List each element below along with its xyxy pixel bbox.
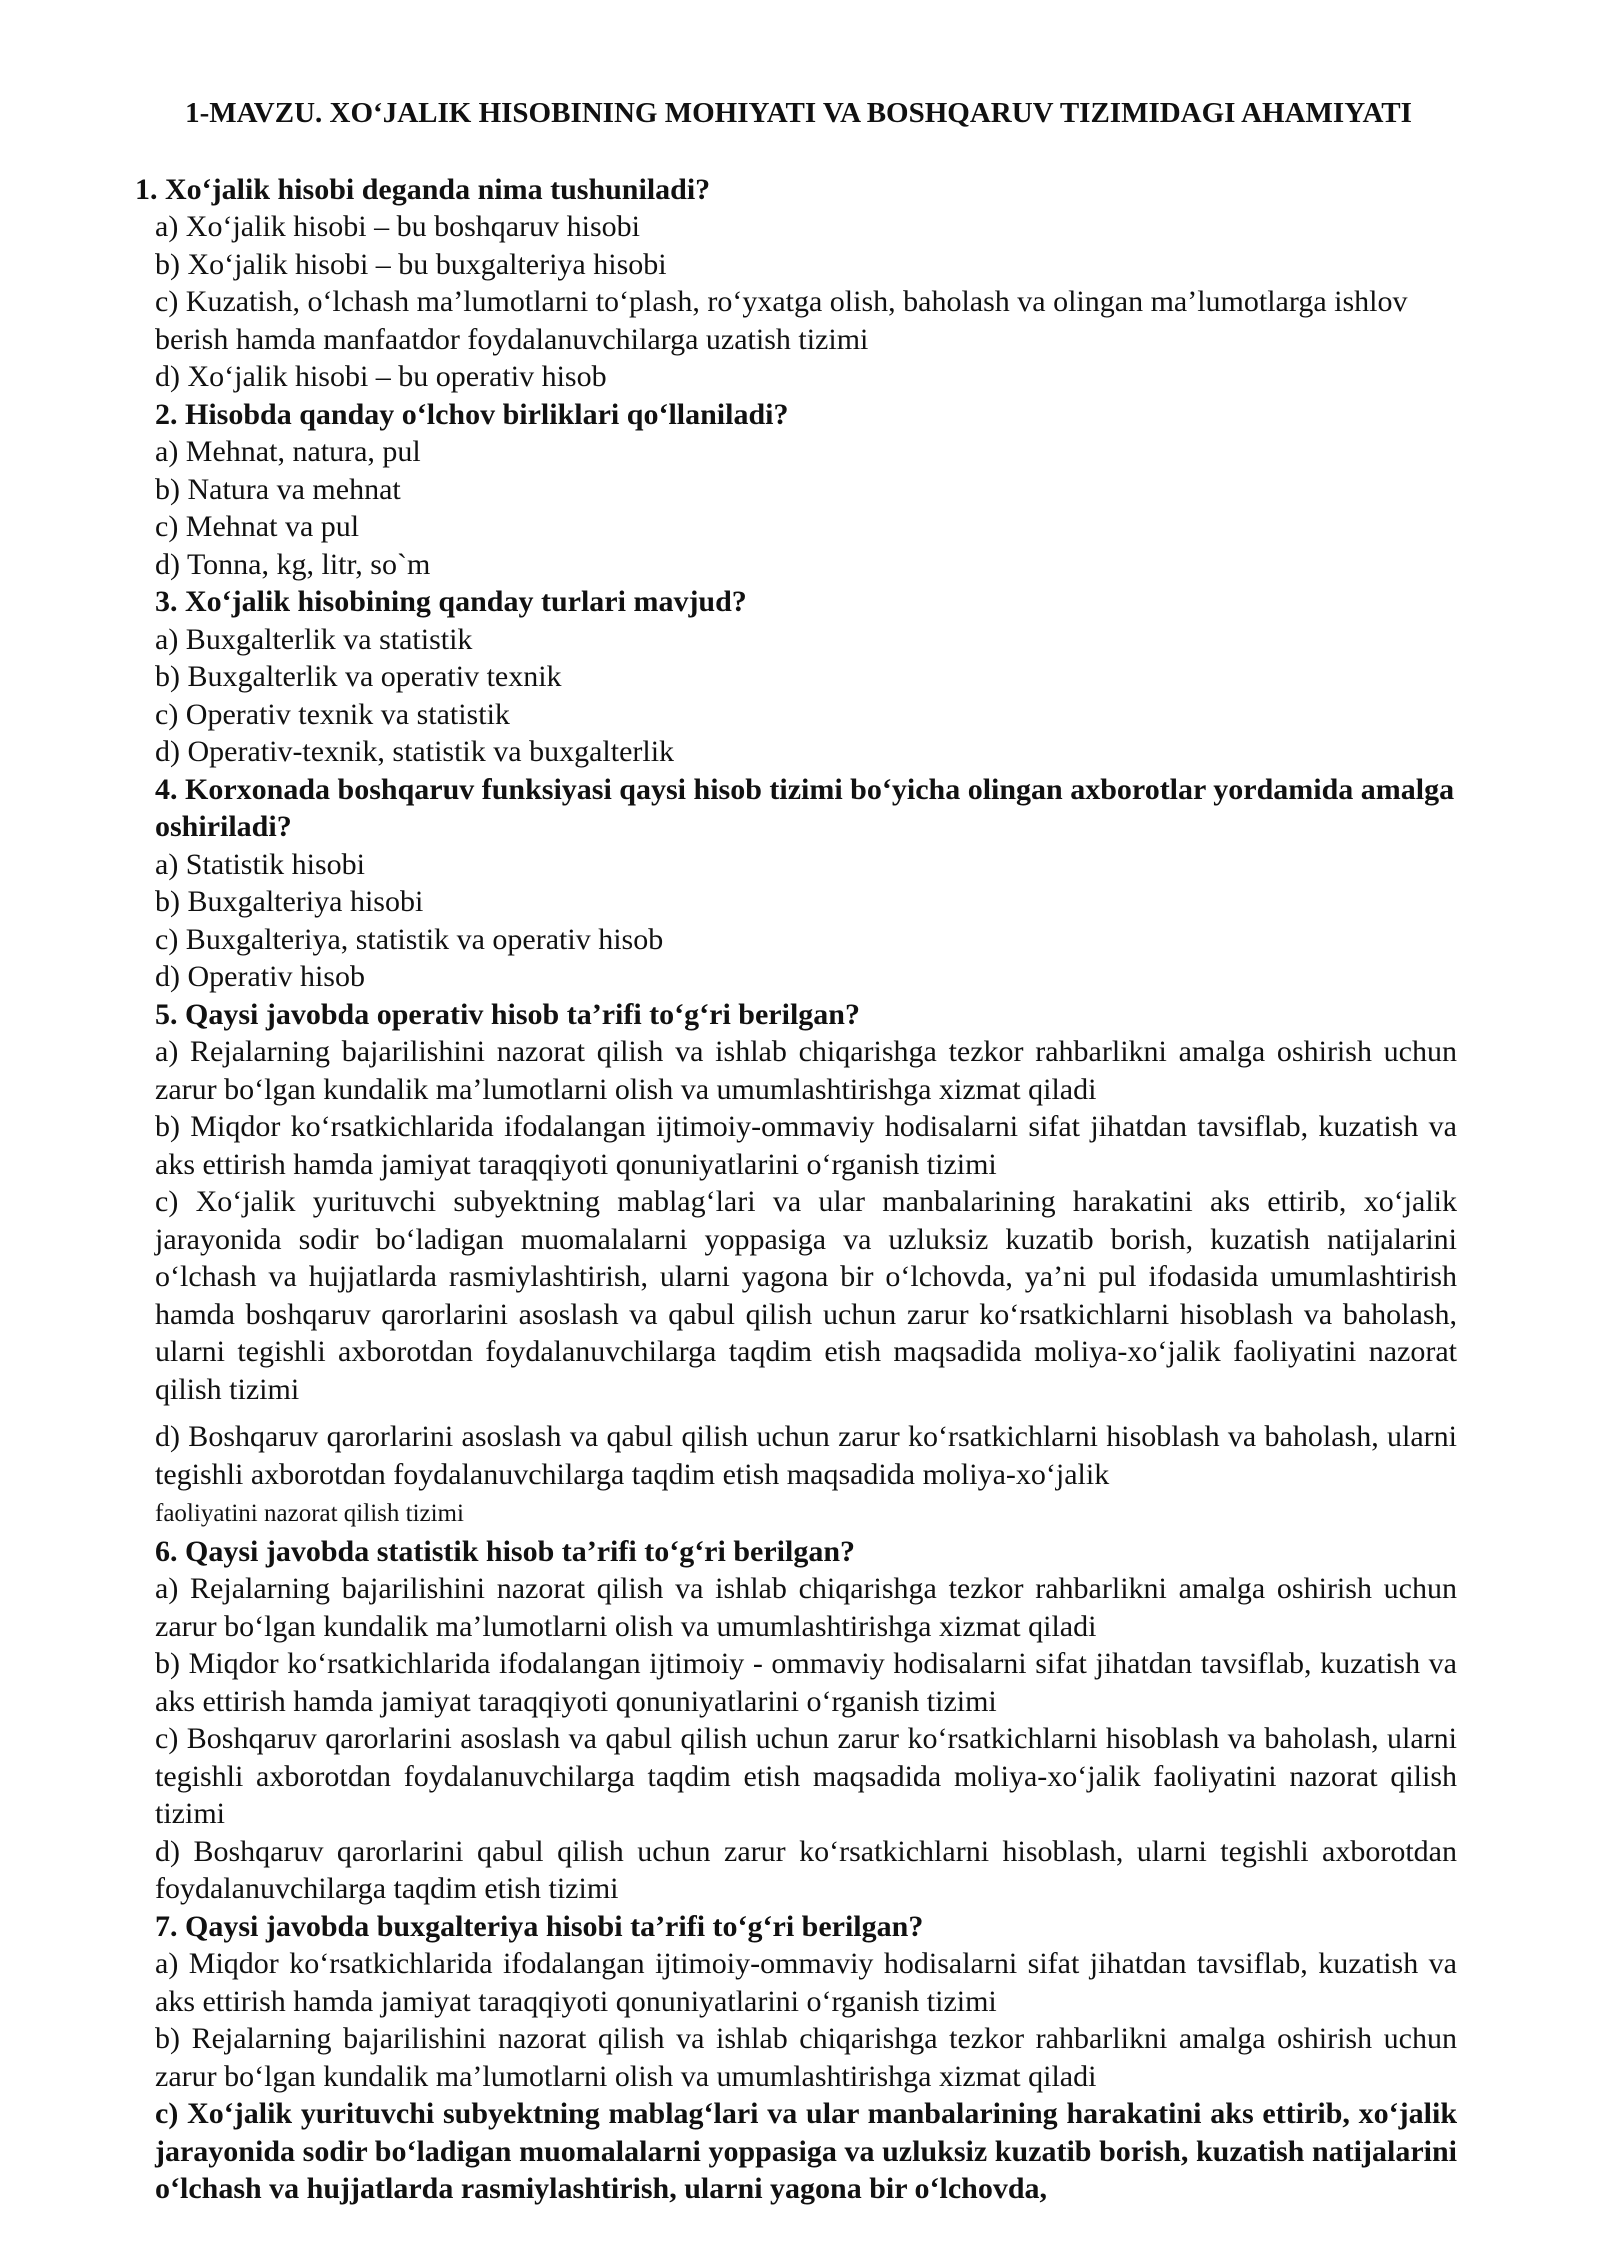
question-4 — [140, 771, 1457, 996]
question-2-option-c: c) Mehnat va pul — [155, 510, 360, 543]
question-6-text: 6. Qaysi javobda statistik hisob ta’rifi to‘g‘ri berilgan? — [155, 1534, 856, 1568]
question-4-option-c: c) Buxgalteriya, statistik va operativ hisob — [155, 922, 664, 956]
question-3-text: 3. Xo‘jalik hisobining qanday turlari mavjud? — [155, 585, 747, 618]
question-5-option-d-main: d) Boshqaruv qarorlarini asoslash va qabul qilish uchun zarur ko‘rsatkichlarni hisoblash va baholash, ularni tegishli axborotdan foydalanuvchilarga taqdim etish maqsadida moliya-xo‘jalik — [155, 1420, 1457, 1491]
question-4-text: 4. Korxonada boshqaruv funksiyasi qaysi hisob tizimi bo‘yicha olingan axborotlar yordamida amalga oshiriladi? — [155, 772, 1455, 843]
question-3-option-c: c) Operativ texnik va statistik — [155, 697, 510, 731]
question-4-option-d: d) Operativ hisob — [155, 960, 365, 993]
question-7-option-a: a) Miqdor ko‘rsatkichlarida ifodalangan ijtimoiy-ommaviy hodisalarni sifat jihatdan tavsiflab, kuzatish va aks ettirish hamda jamiyat taraqqiyoti qonuniyatlarini o‘rganish tizimi — [155, 1947, 1457, 2018]
question-1-option-d: d) Xo‘jalik hisobi – bu operativ hisob — [155, 360, 607, 393]
question-6-option-c: c) Boshqaruv qarorlarini asoslash va qabul qilish uchun zarur ko‘rsatkichlarni hisoblash va baholash, ularni tegishli axborotdan foydalanuvchilarga taqdim etish maqsadida moliya-xo‘jalik faoliyatini nazorat qilish tizimi — [155, 1722, 1457, 1830]
question-7 — [140, 1908, 1457, 2208]
question-7-text: 7. Qaysi javobda buxgalteriya hisobi ta’rifi to‘g‘ri berilgan? — [155, 1909, 924, 1943]
question-1-option-c: c) Kuzatish, o‘lchash ma’lumotlarni to‘plash, ro‘yxatga olish, baholash va olingan ma’lumotlarga ishlov berish hamda manfaatdor foydalanuvchilarga uzatish tizimi — [155, 285, 1408, 356]
question-6-option-a: a) Rejalarning bajarilishini nazorat qilish va ishlab chiqarishga tezkor rahbarlikni amalga oshirish uchun zarur bo‘lgan kundalik ma’lumotlarni olish va umumlashtirishga xizmat qiladi — [155, 1572, 1457, 1643]
question-2-option-d: d) Tonna, kg, litr, so`m — [155, 547, 431, 581]
question-1-option-b: b) Xo‘jalik hisobi – bu buxgalteriya hisobi — [155, 247, 667, 281]
question-4-option-a: a) Statistik hisobi — [155, 847, 365, 881]
question-5-text: 5. Qaysi javobda operativ hisob ta’rifi to‘g‘ri berilgan? — [155, 997, 860, 1031]
question-2-option-a: a) Mehnat, natura, pul — [155, 435, 421, 468]
question-3-option-a: a) Buxgalterlik va statistik — [155, 622, 473, 656]
question-3-option-b: b) Buxgalterlik va operativ texnik — [155, 660, 562, 693]
question-3 — [140, 583, 1457, 771]
question-1 — [135, 171, 1457, 396]
question-5-option-c: c) Xo‘jalik yurituvchi subyektning mablag‘lari va ular manbalarining harakatini aks ettirib, xo‘jalik jarayonida sodir bo‘ladigan muomalalarni yoppasiga va uzluksiz kuzatib borish, kuzatish natijalarini o‘lchash va hujjatlarda rasmiylashtirish, ularni yagona bir o‘lchovda, ya’ni pul ifodasida umumlashtirish hamda boshqaruv qarorlarini asoslash va qabul qilish uchun zarur ko‘rsatkichlarni hisoblash va baholash, ularni tegishli axborotdan foydalanuvchilarga taqdim etish maqsadida moliya-xo‘jalik faoliyatini nazorat qilish tizimi — [155, 1185, 1457, 1406]
question-6-option-b: b) Miqdor ko‘rsatkichlarida ifodalangan ijtimoiy - ommaviy hodisalarni sifat jihatdan tavsiflab, kuzatish va aks ettirish hamda jamiyat taraqqiyoti qonuniyatlarini o‘rganish tizimi — [155, 1647, 1457, 1718]
question-5-option-d-tail: faoliyatini nazorat qilish tizimi — [155, 1500, 464, 1527]
question-2-option-b: b) Natura va mehnat — [155, 472, 401, 506]
question-6 — [140, 1533, 1457, 1908]
question-5-option-a: a) Rejalarning bajarilishini nazorat qilish va ishlab chiqarishga tezkor rahbarlikni amalga oshirish uchun zarur bo‘lgan kundalik ma’lumotlarni olish va umumlashtirishga xizmat qiladi — [155, 1035, 1457, 1106]
page-title: 1-MAVZU. XO‘JALIK HISOBINING MOHIYATI VA BOSHQARUV TIZIMIDAGI AHAMIYATI — [185, 97, 1412, 129]
question-6-option-d: d) Boshqaruv qarorlarini qabul qilish uchun zarur ko‘rsatkichlarni hisoblash, ularni tegishli axborotdan foydalanuvchilarga taqdim etish tizimi — [155, 1834, 1457, 1905]
question-7-option-b: b) Rejalarning bajarilishini nazorat qilish va ishlab chiqarishga tezkor rahbarlikni amalga oshirish uchun zarur bo‘lgan kundalik ma’lumotlarni olish va umumlashtirishga xizmat qiladi — [155, 2022, 1457, 2093]
question-4-option-b: b) Buxgalteriya hisobi — [155, 885, 424, 918]
question-2 — [140, 396, 1457, 584]
question-1-text: 1. Xo‘jalik hisobi deganda nima tushuniladi? — [135, 172, 711, 206]
question-5-option-b: b) Miqdor ko‘rsatkichlarida ifodalangan ijtimoiy-ommaviy hodisalarni sifat jihatdan tavsiflab, kuzatish va aks ettirish hamda jamiyat taraqqiyoti qonuniyatlarini o‘rganish tizimi — [155, 1110, 1457, 1181]
question-2-text: 2. Hisobda qanday o‘lchov birliklari qo‘llaniladi? — [155, 397, 789, 431]
question-3-option-d: d) Operativ-texnik, statistik va buxgalterlik — [155, 735, 675, 768]
question-1-option-a: a) Xo‘jalik hisobi – bu boshqaruv hisobi — [155, 210, 640, 243]
question-7-option-c: c) Xo‘jalik yurituvchi subyektning mablag‘lari va ular manbalarining harakatini aks ettirib, xo‘jalik jarayonida sodir bo‘ladigan muomalalarni yoppasiga va uzluksiz kuzatib borish, kuzatish natijalarini o‘lchash va hujjatlarda rasmiylashtirish, ularni yagona bir o‘lchovda, — [155, 2097, 1457, 2205]
question-5-option-d — [140, 1418, 1457, 1533]
question-5 — [140, 996, 1457, 1533]
